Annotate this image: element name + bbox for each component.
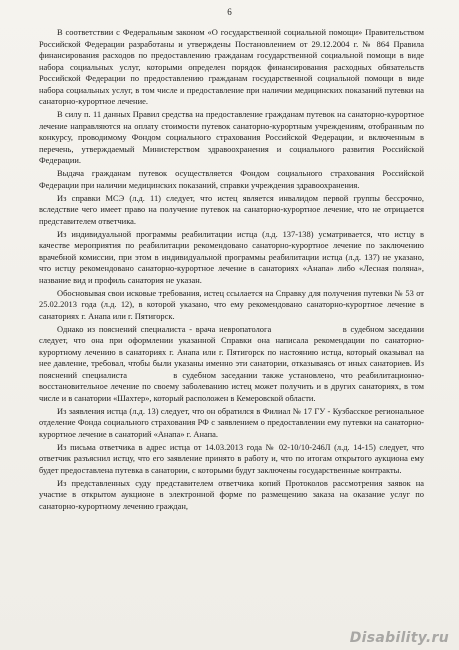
paragraph: В соответствии с Федеральным законом «О государственной социальной помощи» Правительством Российской Федерации разработаны и утверждены Постановлением от 29.12.2004 г. № 864 Правила финансирования расходов по предоставлению гражданам государственной социальной помощи в виде набора социальных услуг, которыми определен порядок финансирования расходных обязательств Российской Федерации по предоставлению гражданам государственной социальной помощи в виде набора социальных услуг, в том числе и предоставление при наличии медицинских показаний путевки на санаторно-курортное лечение. <box>39 27 424 106</box>
paragraph: Из заявления истца (л.д. 13) следует, что он обратился в Филиал № 17 ГУ - Кузбасское региональное отделение Фонда социального страхования РФ с заявлением о предоставлении ему путевки на санаторно-курортное лечение в санаторий «Анапа» г. Анапа. <box>39 405 424 439</box>
watermark: Disability.ru <box>349 630 449 646</box>
paragraph-segment: в судебном заседании также установлено, что реабилитационно-восстановительное лечение по своему заболеванию истец может получить и в других санаториях, в том числе и в санатории «Шахтер», который расположен в Кемеровской области. <box>39 369 425 403</box>
paragraph: Из письма ответчика в адрес истца от 14.03.2013 года № 02-10/10-246Л (л.д. 14-15) следует, что ответчик разъяснил истцу, что его заявление принято в работу и, что по итогам открытого аукциона ему будет предоставлена путевка в санатории, с которыми будут заключены государственные контракты. <box>39 441 424 475</box>
document-body <box>39 27 424 514</box>
paragraph: Из индивидуальной программы реабилитации истца (л.д. 137-138) усматривается, что истцу в качестве мероприятия по реабилитации рекомендовано санаторно-курортное лечение по заключению врачебной комиссии, при этом в индивидуальной программы реабилитации истца (л.д. 137) не указано, что истцу рекомендовано санаторно-курортное лечение в санаториях «Анапа» либо «Лесная поляна», название вид и профиль санатория не указан. <box>39 228 424 285</box>
page-number: 6 <box>227 7 232 17</box>
paragraph: Обосновывая свои исковые требования, истец ссылается на Справку для получения путевки № 53 от 25.02.2013 года (л.д. 12), в которой указано, что ему рекомендовано санаторно-курортное лечение в санаториях г. Анапа или г. Пятигорск. <box>39 287 424 321</box>
paragraph-specialist <box>39 324 424 405</box>
paragraph: Из справки МСЭ (л.д. 11) следует, что истец является инвалидом первой группы бессрочно, вследствие чего имеет право на получение путевок на санаторно-курортное лечение, что не отрицается представителем ответчика. <box>39 192 424 226</box>
paragraph: Из представленных суду представителем ответчика копий Протоколов рассмотрения заявок на участие в открытом аукционе в электронной форме по размещению заказа на оказание услуг по санаторно-курортному лечению граждан, <box>39 477 424 511</box>
paragraph-segment: Однако из пояснений специалиста - врача невропатолога <box>57 323 272 334</box>
paragraph: В силу п. 11 данных Правил средства на предоставление гражданам путевок на санаторно-курортное лечение направляются на оплату стоимости путевок санаторно-курортным учреждениям, отобранным по конкурсу, проводимому Фондом социального страхования Российской Федерации, и включенным в перечень, утверждаемый Министерством здравоохранения и социального развития Российской Федерации. <box>39 109 424 165</box>
paragraph-segment: в судебном заседании следует, что она при оформлении указанной Справки она написала рекомендации по санаторно-курортному лечению в санаториях г. Анапа или г. Пятигорск по настоянию истца, который оказывал на нее давление, требовал, чтобы были указаны именно эти санатории, отказываясь от иных санаториев. Из пояснений специалиста <box>39 323 425 380</box>
paragraph: Выдача гражданам путевок осуществляется Фондом социального страхования Российской Федерации при наличии медицинских показаний, справки учреждения здравоохранения. <box>39 168 424 190</box>
